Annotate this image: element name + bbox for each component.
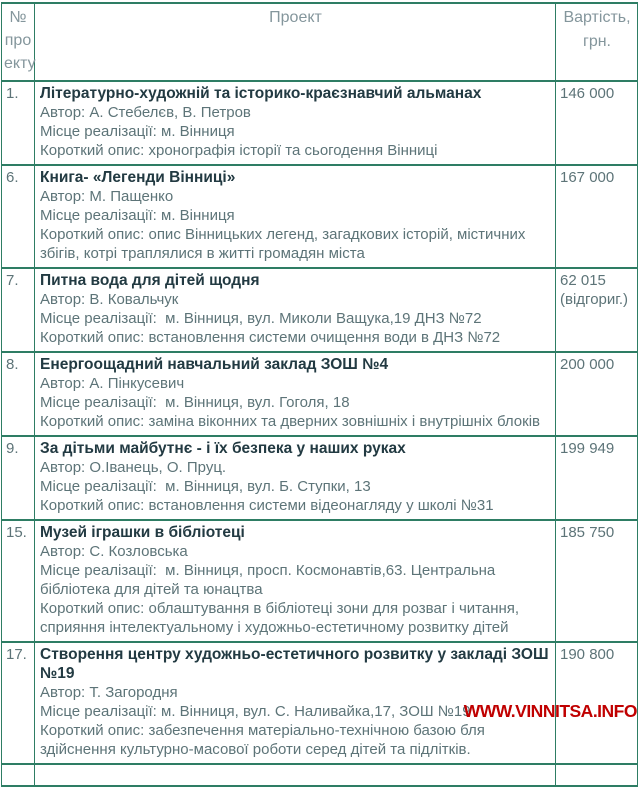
project-title: Питна вода для дітей щодня	[40, 272, 260, 289]
project-desc: Короткий опис: встановлення системи відеонагляду у школі №31	[40, 497, 494, 514]
project-place: Місце реалізації: м. Вінниця	[40, 123, 235, 140]
project-number: 17.	[2, 642, 35, 764]
project-author: Автор: М. Пащенко	[40, 188, 174, 205]
project-number: 9.	[2, 436, 35, 520]
project-desc: Короткий опис: встановлення системи очищення води в ДНЗ №72	[40, 329, 501, 346]
project-number: 1.	[2, 81, 35, 165]
table-row-clipped	[2, 764, 638, 786]
project-cost: 190 800	[556, 642, 638, 764]
project-author: Автор: В. Ковальчук	[40, 291, 179, 308]
project-title: Музей іграшки в бібліотеці	[40, 524, 245, 541]
table-row	[2, 268, 638, 352]
project-cost: 146 000	[556, 81, 638, 165]
project-desc: Короткий опис: заміна віконних та дверних зовнішніх і внутрішніх блоків	[40, 413, 541, 430]
project-title: За дітьми майбутнє - і їх безпека у наших руках	[40, 440, 406, 457]
project-cost: 62 015 (відгориг.)	[556, 268, 638, 352]
project-author: Автор: А. Стебелєв, В. Петров	[40, 104, 251, 121]
project-title: Енергоощадний навчальний заклад ЗОШ №4	[40, 356, 389, 373]
table-row	[2, 81, 638, 165]
project-place: Місце реалізації: м. Вінниця, вул. Гоголя, 18	[40, 394, 350, 411]
project-author: Автор: Т. Загородня	[40, 684, 178, 701]
table-row	[2, 165, 638, 268]
col-header-project: Проект	[35, 3, 556, 81]
project-author: Автор: О.Іванець, О. Пруц.	[40, 459, 227, 476]
project-number: 8.	[2, 352, 35, 436]
project-number: 6.	[2, 165, 35, 268]
col-header-number: № про екту	[2, 3, 35, 81]
project-author: Автор: С. Козловська	[40, 543, 188, 560]
project-desc: Короткий опис: опис Вінницьких легенд, загадкових історій, містичних збігів, котрі траплялися в житті громадян міста	[40, 226, 530, 262]
projects-table	[1, 2, 638, 787]
project-place: Місце реалізації: м. Вінниця, вул. Миколи Ващука,19 ДНЗ №72	[40, 310, 482, 327]
project-number: 15.	[2, 520, 35, 642]
project-cost: 200 000	[556, 352, 638, 436]
project-desc: Короткий опис: облаштування в бібліотеці зони для розваг і читання, сприяння інтелектуальному і художньо-естетичному розвитку дітей	[40, 600, 524, 636]
table-row	[2, 436, 638, 520]
project-desc: Короткий опис: забезпечення матеріально-технічною базою бля здійснення культурно-масової роботи серед дітей та підлітків.	[40, 722, 490, 758]
table-row	[2, 520, 638, 642]
project-cost: 167 000	[556, 165, 638, 268]
project-number: 7.	[2, 268, 35, 352]
project-cost: 199 949	[556, 436, 638, 520]
table-row	[2, 352, 638, 436]
project-author: Автор: А. Пінкусевич	[40, 375, 185, 392]
project-place: Місце реалізації: м. Вінниця	[40, 207, 235, 224]
project-title: Літературно-художній та історико-краєзнавчий альманах	[40, 85, 482, 102]
table-header-row	[2, 3, 638, 81]
col-header-cost: Вартість, грн.	[556, 3, 638, 81]
project-place: Місце реалізації: м. Вінниця, вул. С. Наливайка,17, ЗОШ №19	[40, 703, 471, 720]
project-desc: Короткий опис: хронографія історії та сьогодення Вінниці	[40, 142, 438, 159]
project-title: Створення центру художньо-естетичного розвитку у закладі ЗОШ №19	[40, 646, 549, 682]
project-place: Місце реалізації: м. Вінниця, просп. Космонавтів,63. Центральна бібліотека для дітей та юнацтва	[40, 562, 500, 598]
project-title: Книга- «Легенди Вінниці»	[40, 169, 236, 186]
project-cost: 185 750	[556, 520, 638, 642]
project-place: Місце реалізації: м. Вінниця, вул. Б. Ступки, 13	[40, 478, 371, 495]
site-watermark: WWW.VINNITSA.INFO	[463, 701, 637, 721]
